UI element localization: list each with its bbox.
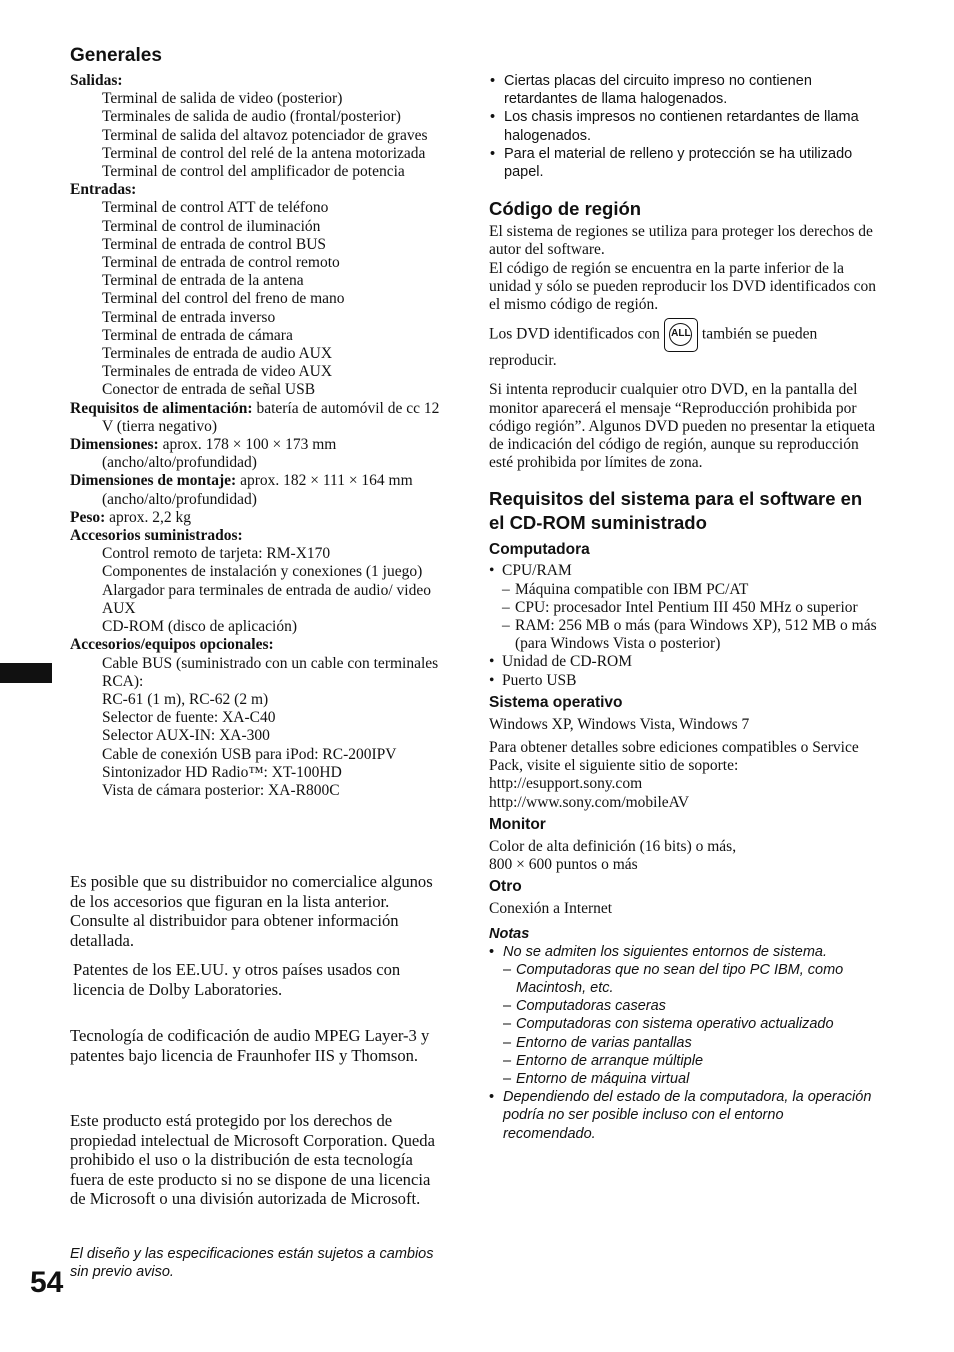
otro-heading: Otro — [489, 878, 522, 896]
dash-icon: – — [503, 1052, 512, 1069]
so-value: Windows XP, Windows Vista, Windows 7 — [489, 715, 750, 733]
alimentacion-value: batería de automóvil de cc 12 V (tierra negativo) — [102, 399, 440, 435]
notas-heading: Notas — [489, 925, 530, 942]
list-item: – RAM: 256 MB o más (para Windows XP), 512 MB o más (para Windows Vista o posterior) — [502, 617, 877, 653]
otro-value: Conexión a Internet — [489, 900, 613, 918]
list-item: – Entorno de varias pantallas — [503, 1034, 692, 1051]
alimentacion-label: Requisitos de alimentación: — [70, 399, 253, 417]
generales-heading: Generales — [70, 45, 162, 66]
requisitos-heading: Requisitos del sistema para el software en el CD-ROM suministrado — [489, 488, 863, 534]
spec-item: Terminal de entrada de control remoto — [102, 254, 340, 272]
bullet-icon: • — [490, 73, 496, 89]
spec-item: Terminal de salida del altavoz potenciador de graves — [102, 126, 428, 144]
region-p1: El sistema de regiones se utiliza para proteger los derechos de autor del software. — [489, 223, 873, 259]
left-column — [70, 44, 445, 800]
spec-item: Componentes de instalación y conexiones (1 juego) — [102, 563, 423, 581]
spec-item: Terminales de salida de audio (frontal/posterior) — [102, 108, 401, 126]
spec-item: Sintonizador HD Radio™: XT-100HD — [102, 763, 342, 781]
spec-item: Alargador para terminales de entrada de audio/ video AUX — [102, 581, 431, 617]
spec-item: CD-ROM (disco de aplicación) — [102, 618, 297, 636]
support-url-2: http://www.sony.com/mobileAV — [489, 793, 690, 811]
page-number: 54 — [30, 1266, 64, 1299]
monitor-heading: Monitor — [489, 815, 546, 833]
region-all-icon — [664, 318, 698, 352]
spec-item: Terminal de control del relé de la antena motorizada — [102, 144, 426, 162]
entradas-label: Entradas: — [70, 181, 137, 199]
dash-icon: – — [502, 598, 510, 616]
region-p3 — [489, 318, 879, 370]
spec-item: Terminal de entrada inverso — [102, 308, 276, 326]
so-detail: Para obtener detalles sobre ediciones compatibles o Service Pack, visite el siguiente sitio de soporte: — [489, 739, 859, 775]
dim-montaje-value: aprox. 182 × 111 × 164 mm (ancho/alto/profundidad) — [102, 472, 413, 508]
opcionales-list — [70, 655, 445, 801]
section-tab-marker — [0, 663, 52, 683]
spec-item: RC-61 (1 m), RC-62 (2 m) — [102, 690, 269, 708]
bullet-icon: • — [490, 145, 496, 162]
computadora-heading: Computadora — [489, 541, 590, 559]
bullet-icon: • — [490, 109, 496, 126]
peso-label: Peso: — [70, 508, 106, 526]
so-heading: Sistema operativo — [489, 693, 623, 711]
spec-item: Selector AUX-IN: XA-300 — [102, 727, 270, 745]
spec-item: Terminal de control del amplificador de potencia — [102, 163, 405, 181]
dash-icon: – — [503, 998, 512, 1015]
dash-icon: – — [503, 961, 512, 978]
monitor-line2: 800 × 600 puntos o más — [489, 856, 638, 874]
list-item: – Entorno de arranque múltiple — [503, 1052, 704, 1069]
list-item: • Ciertas placas del circuito impreso no contienen retardantes de llama halogenados. — [490, 73, 812, 108]
list-item: • Puerto USB — [489, 671, 577, 689]
bullet-icon: • — [489, 1089, 495, 1106]
region-p4: Si intenta reproducir cualquier otro DVD, en la pantalla del monitor aparecerá el mensaje “Reproducción prohibida por código región”. Algunos DVD pueden no presentar la etiqueta de indicación del código de región, aunque su reproducción esté prohibida por límites de zona. — [489, 381, 876, 472]
peso-value: aprox. 2,2 kg — [109, 508, 191, 526]
salidas-list — [70, 90, 445, 181]
right-column — [489, 72, 879, 1143]
dash-icon: – — [503, 1016, 512, 1033]
accesorios-list — [70, 545, 445, 636]
entradas-list — [70, 199, 445, 399]
microsoft-paragraph: Este producto está protegido por los derechos de propiedad intelectual de Microsoft Corporation. Queda prohibido el uso o la distribución de esta tecnología fuera de este producto si no se dispone de una licencia de Microsoft o una división autorizada de Microsoft. — [70, 1111, 435, 1209]
list-item: • Los chasis impresos no contienen retardantes de llama halogenados. — [490, 109, 859, 144]
dolby-paragraph: Patentes de los EE.UU. y otros países usados con licencia de Dolby Laboratories. — [73, 960, 401, 999]
region-heading: Código de región — [489, 198, 642, 220]
spec-item: Terminal de control ATT de teléfono — [102, 199, 329, 217]
list-item: • Dependiendo del estado de la computadora, la operación podría no ser posible incluso con el entorno recomendado. — [489, 1089, 872, 1142]
dash-icon: – — [502, 617, 510, 635]
salidas-label: Salidas: — [70, 72, 123, 89]
list-item: – CPU: procesador Intel Pentium III 450 MHz o superior — [502, 598, 858, 616]
bullet-icon: • — [489, 562, 495, 580]
list-item: • Unidad de CD-ROM — [489, 653, 633, 671]
spec-item: Terminal de entrada de cámara — [102, 326, 293, 344]
spec-item: Terminales de entrada de audio AUX — [102, 345, 333, 363]
notas-list — [489, 943, 879, 1143]
list-item: – Computadoras que no sean del tipo PC IBM, como Macintosh, etc. — [503, 961, 844, 996]
computadora-list — [489, 562, 879, 689]
alimentacion-spec — [70, 400, 445, 436]
spec-item: Vista de cámara posterior: XA-R800C — [102, 781, 340, 799]
dash-icon: – — [503, 1070, 512, 1087]
region-p3-after: también se pueden reproducir. — [489, 325, 818, 370]
list-item: – Entorno de máquina virtual — [503, 1070, 690, 1087]
bullet-icon: • — [489, 943, 495, 960]
dim-montaje-label: Dimensiones de montaje: — [70, 472, 237, 490]
monitor-line1: Color de alta definición (16 bits) o más, — [489, 837, 737, 855]
dimensiones-spec — [70, 436, 445, 472]
accesorios-label: Accesorios suministrados: — [70, 527, 243, 545]
region-all-text: ALL — [671, 328, 691, 340]
spec-item: Cable de conexión USB para iPod: RC-200IPV — [102, 745, 397, 763]
spec-item: Terminal de entrada de control BUS — [102, 235, 327, 253]
spec-item: Terminal de entrada de la antena — [102, 272, 304, 290]
spec-item: Terminal de salida de video (posterior) — [102, 90, 343, 108]
spec-item: Terminales de entrada de video AUX — [102, 363, 333, 381]
bullet-icon: • — [489, 653, 495, 671]
opcionales-label: Accesorios/equipos opcionales: — [70, 636, 274, 654]
list-item: – Computadoras caseras — [503, 998, 666, 1015]
dim-montaje-spec — [70, 472, 445, 508]
region-p2: El código de región se encuentra en la parte inferior de la unidad y sólo se pueden reproducir los DVD identificados con el mismo código de región. — [489, 259, 876, 314]
support-url-1: http://esupport.sony.com — [489, 775, 643, 793]
spec-item: Control remoto de tarjeta: RM-X170 — [102, 545, 331, 563]
specs-block — [70, 72, 445, 800]
spec-item: Terminal de control de iluminación — [102, 217, 321, 235]
spec-item: Terminal del control del freno de mano — [102, 290, 345, 308]
dimensiones-label: Dimensiones: — [70, 436, 159, 454]
spec-item: Selector de fuente: XA-C40 — [102, 709, 276, 727]
list-item: – Computadoras con sistema operativo actualizado — [503, 1016, 834, 1033]
list-item: • No se admiten los siguientes entornos de sistema. — [489, 943, 828, 960]
mpeg-paragraph: Tecnología de codificación de audio MPEG Layer-3 y patentes bajo licencia de Fraunhofer IIS y Thomson. — [70, 1026, 430, 1065]
bullet-icon: • — [489, 671, 495, 689]
region-p3-before: Los DVD identificados con — [489, 325, 660, 343]
dimensiones-value: aprox. 178 × 100 × 173 mm (ancho/alto/profundidad) — [102, 436, 337, 472]
list-item: – Máquina compatible con IBM PC/AT — [502, 580, 749, 598]
spec-item: Cable BUS (suministrado con un cable con terminales RCA): — [102, 654, 439, 690]
distribuidor-paragraph: Es posible que su distribuidor no comercialice algunos de los accesorios que figuran en la lista anterior. Consulte al distribuidor para obtener información detallada. — [70, 872, 433, 950]
dash-icon: – — [503, 1034, 512, 1051]
flame-retardant-bullets — [489, 72, 879, 181]
spec-item: Conector de entrada de señal USB — [102, 381, 316, 399]
peso-spec — [70, 509, 445, 527]
list-item: • Para el material de relleno y protección se ha utilizado papel. — [490, 145, 853, 181]
dash-icon: – — [502, 580, 510, 598]
list-item: • CPU/RAM — [489, 562, 572, 580]
spec-footnote: El diseño y las especificaciones están sujetos a cambios sin previo aviso. — [70, 1246, 434, 1280]
